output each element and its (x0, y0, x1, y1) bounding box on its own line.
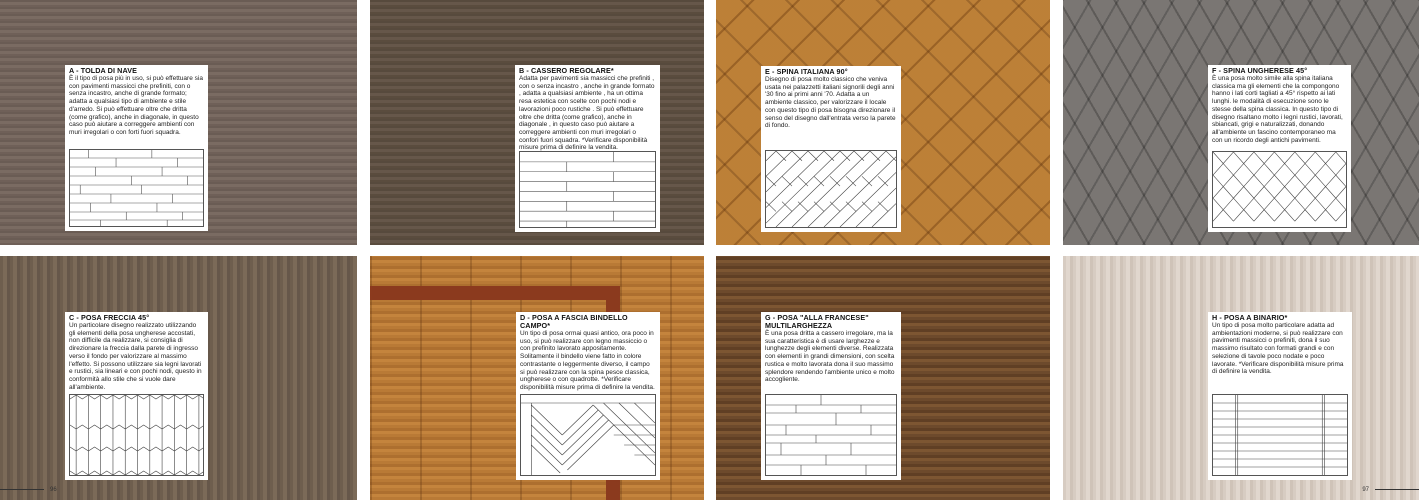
page-rule-left (0, 489, 44, 490)
card-text: Disegno di posa molto classico che veniva usata nei palazzetti italiani signorili degli anni '30 fino ai primi anni '70. Adatta a un ambiente classico, per valorizzare il locale con questo tipo di posa bisogna direzionare il senso del disegno dall'entrata verso la parete di fondo. (765, 76, 896, 130)
card-title: F - SPINA UNGHERESE 45° (1212, 66, 1308, 75)
pattern-diagram-freccia (69, 394, 204, 476)
card-text: Un particolare disegno realizzato utilizzando gli elementi della posa ungherese accostati, non difficile da realizzare, si consiglia di direzionare la freccia dalla parete di ingresso verso il fondo per valorizzare al massimo l'effetto. Si possono utilizzare sia legni lavorati e rustici, sia lineari e con pochi nodi, questo in conformità allo stile che si vuole dare all'ambiente. (69, 322, 202, 391)
bindello-border-decoration (370, 286, 620, 300)
card-e (761, 66, 901, 232)
card-title: G - POSA "ALLA FRANCESE" MULTILARGHEZZA (765, 313, 869, 330)
panel-e-photo (716, 0, 1050, 245)
card-f (1208, 65, 1351, 232)
card-title: A - TOLDA DI NAVE (69, 66, 137, 75)
pattern-diagram-cassero (519, 151, 656, 228)
pattern-diagram-fascia-bindello (520, 394, 656, 476)
card-title: H - POSA A BINARIO* (1212, 313, 1288, 322)
page-rule-right (1375, 489, 1419, 490)
panel-b-photo (370, 0, 704, 245)
card-title: C - POSA FRECCIA 45° (69, 313, 150, 322)
pattern-diagram-alla-francese (765, 394, 897, 476)
card-h (1208, 312, 1352, 480)
card-text: È una posa dritta a cassero irregolare, ma la sua caratteristica è di usare larghezze e lunghezze degli elementi diverse. Realizzata con elementi in grandi dimensioni, con scelta rustica e molto lavorata dona il suo massimo splendore rendendo l'ambiente unico e molto accogliente. (765, 330, 895, 384)
page-number-left: 96 (50, 487, 57, 493)
card-text: Un tipo di posa ormai quasi antico, ora poco in uso, si può realizzare con legno massiccio o con prefinito lavorato appositamente. Solitamente il bindello viene fatto in colore contrastante o leggermente diverso, il campo si può realizzare con la spina pesce classica, ungherese o con quadrotte. *Verificare disponibilità misure prima di definire la vendita. (520, 330, 655, 391)
card-text: È una posa molto simile alla spina italiana classica ma gli elementi che la compongono hanno i lati corti tagliati a 45° rispetto ai lati lunghi. le modalità di esecuzione sono le stesse della spina classica. In questo tipo di disegno risaltano molto i legni rustici, lavorati, sbiancati, grigi e naturalizzati, donando all'ambiente un fascino contemporaneo ma con un ricordo degli antichi pavimenti. (1212, 75, 1343, 144)
pattern-diagram-spina-ungherese (1212, 151, 1347, 228)
card-c (65, 312, 208, 480)
card-text: È il tipo di posa più in uso, si può effettuare sia con pavimenti massicci che prefiniti, con o senza incastro, anche di grande formato; adatta a qualsiasi tipo di ambiente e stile d'arredo. Si può effettuare oltre che dritta (come grafico), anche in diagonale, in questo caso può aiutare a correggere ambienti con muri irregolari o con forti fuori squadra. (69, 75, 203, 136)
panel-f-photo (1063, 0, 1419, 245)
panel-h-photo (1063, 256, 1419, 500)
panel-c-photo (0, 256, 357, 500)
panel-g-photo (716, 256, 1050, 500)
card-title: D - POSA A FASCIA BINDELLO CAMPO* (520, 313, 628, 330)
card-title: B - CASSERO REGOLARE* (519, 66, 614, 75)
pattern-diagram-spina-italiana (765, 150, 897, 228)
card-text: Un tipo di posa molto particolare adatta ad ambientazioni moderne, si può realizzare con pavimenti massicci o prefiniti, dona il suo massimo risultato con formati grandi e con selezione di tavole poco nodate e poco lavorate. *Verificare disponibilità misure prima di definire la vendita. (1212, 322, 1344, 376)
card-d (516, 312, 660, 480)
card-b (515, 65, 660, 232)
page-number-right: 97 (1362, 487, 1369, 493)
pattern-diagram-binario (1212, 394, 1348, 476)
card-a (65, 65, 208, 231)
card-g (761, 312, 901, 480)
panel-a-photo (0, 0, 357, 245)
card-text: Adatta per pavimenti sia massicci che prefiniti , con o senza incastro , anche in grande formato , adatta a qualsiasi ambiente , ha un ottima resa estetica con scelte con pochi nodi e lavorazioni poco rustiche . Si può effettuare oltre che dritta (come grafico), anche in diagonale , in questo caso può aiutare a correggere ambienti con muri irregolari o confori fuori squadra. *Verificare disponibilità misure prima di definire la vendita. (519, 75, 655, 152)
card-title: E - SPINA ITALIANA 90° (765, 67, 848, 76)
pattern-diagram-tolda (69, 149, 204, 227)
panel-d-photo (370, 256, 704, 500)
